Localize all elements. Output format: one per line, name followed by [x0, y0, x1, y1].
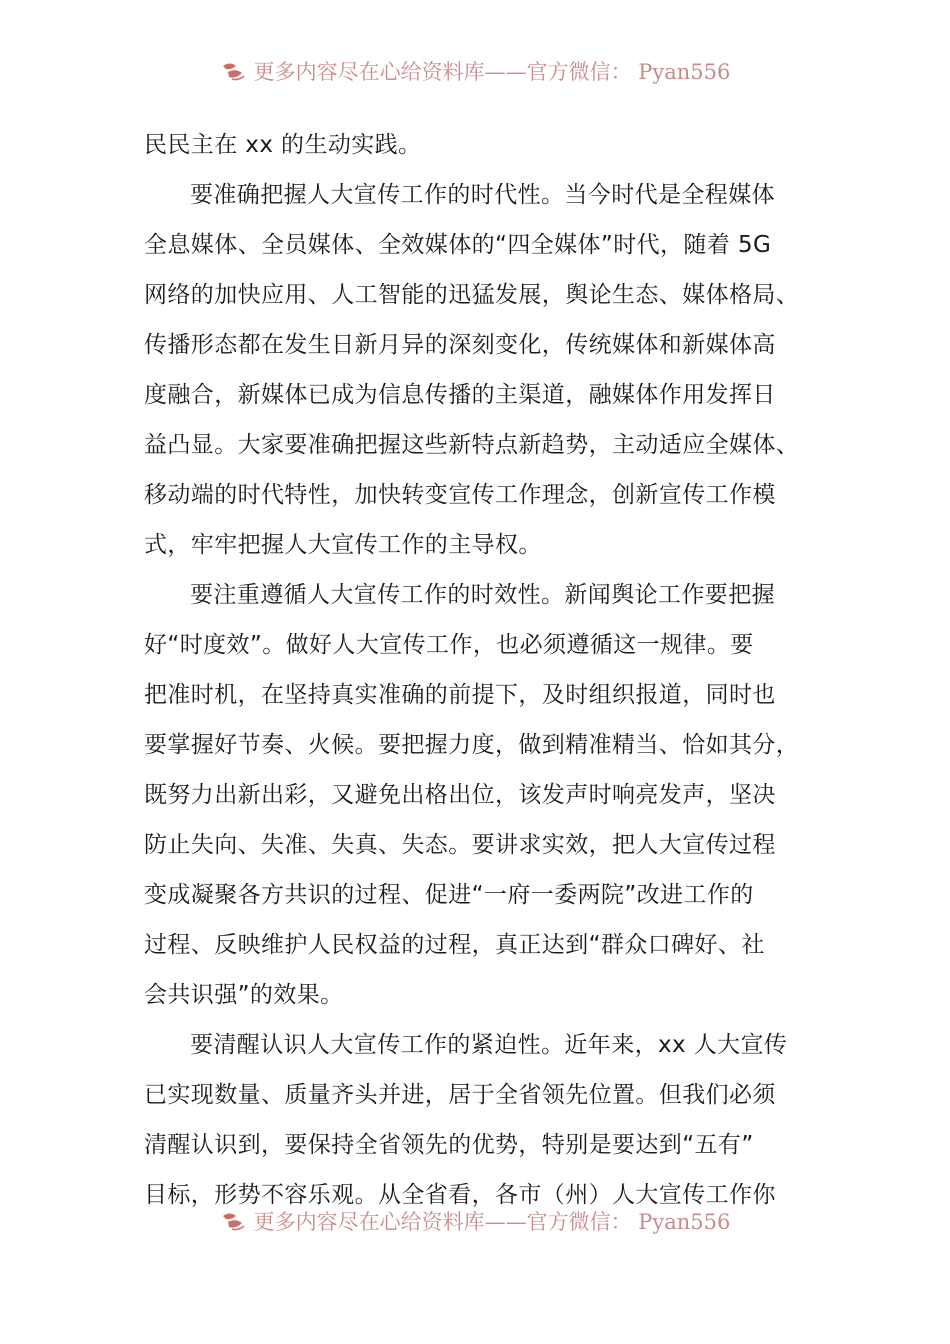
- paragraph-start-line: 要清醒认识人大宣传工作的紧迫性。近年来，xx 人大宣传: [190, 1032, 788, 1058]
- text-line: 过程、反映维护人民权益的过程，真正达到“群众口碑好、社: [144, 932, 765, 958]
- text-line: 移动端的时代特性，加快转变宣传工作理念，创新宣传工作模: [144, 482, 776, 508]
- text-line: 把准时机，在坚持真实准确的前提下，及时组织报道，同时也: [144, 682, 776, 708]
- paragraph-start-line: 要准确把握人大宣传工作的时代性。当今时代是全程媒体: [190, 182, 775, 208]
- text-line: 变成凝聚各方共识的过程、促进“一府一委两院”改进工作的: [144, 882, 754, 908]
- watermark-text: 更多内容尽在心给资料库——官方微信： Pyan556: [253, 1210, 731, 1234]
- watermark-logo-icon: [220, 60, 246, 82]
- text-line: 度融合，新媒体已成为信息传播的主渠道，融媒体作用发挥日: [144, 382, 776, 408]
- text-line: 目标，形势不容乐观。从全省看，各市（州）人大宣传工作你: [144, 1182, 776, 1208]
- text-line: 要掌握好节奏、火候。要把握力度，做到精准精当、恰如其分，: [144, 732, 800, 758]
- text-line: 式，牢牢把握人大宣传工作的主导权。: [144, 532, 542, 558]
- paragraph-start-line: 要注重遵循人大宣传工作的时效性。新闻舆论工作要把握: [190, 582, 775, 608]
- watermark-logo-icon: [220, 1210, 246, 1232]
- text-line: 既努力出新出彩，又避免出格出位，该发声时响亮发声，坚决: [144, 782, 776, 808]
- text-line: 清醒认识到，要保持全省领先的优势，特别是要达到“五有”: [144, 1132, 754, 1158]
- text-line: 益凸显。大家要准确把握这些新特点新趋势，主动适应全媒体、: [144, 432, 800, 458]
- document-body: [144, 120, 824, 1220]
- text-line: 好“时度效”。做好人大宣传工作，也必须遵循这一规律。要: [144, 632, 754, 658]
- text-line: 防止失向、失准、失真、失态。要讲求实效，把人大宣传过程: [144, 832, 776, 858]
- text-line: 网络的加快应用、人工智能的迅猛发展，舆论生态、媒体格局、: [144, 282, 800, 308]
- watermark-header: [0, 56, 950, 86]
- text-line: 已实现数量、质量齐头并进，居于全省领先位置。但我们必须: [144, 1082, 776, 1108]
- text-line: 传播形态都在发生日新月异的深刻变化，传统媒体和新媒体高: [144, 332, 776, 358]
- watermark-text: 更多内容尽在心给资料库——官方微信： Pyan556: [253, 60, 731, 84]
- text-line: 会共识强”的效果。: [144, 982, 344, 1008]
- watermark-footer: [0, 1206, 950, 1236]
- text-line: 民民主在 xx 的生动实践。: [144, 132, 422, 158]
- text-line: 全息媒体、全员媒体、全效媒体的“四全媒体”时代，随着 5G: [144, 232, 772, 258]
